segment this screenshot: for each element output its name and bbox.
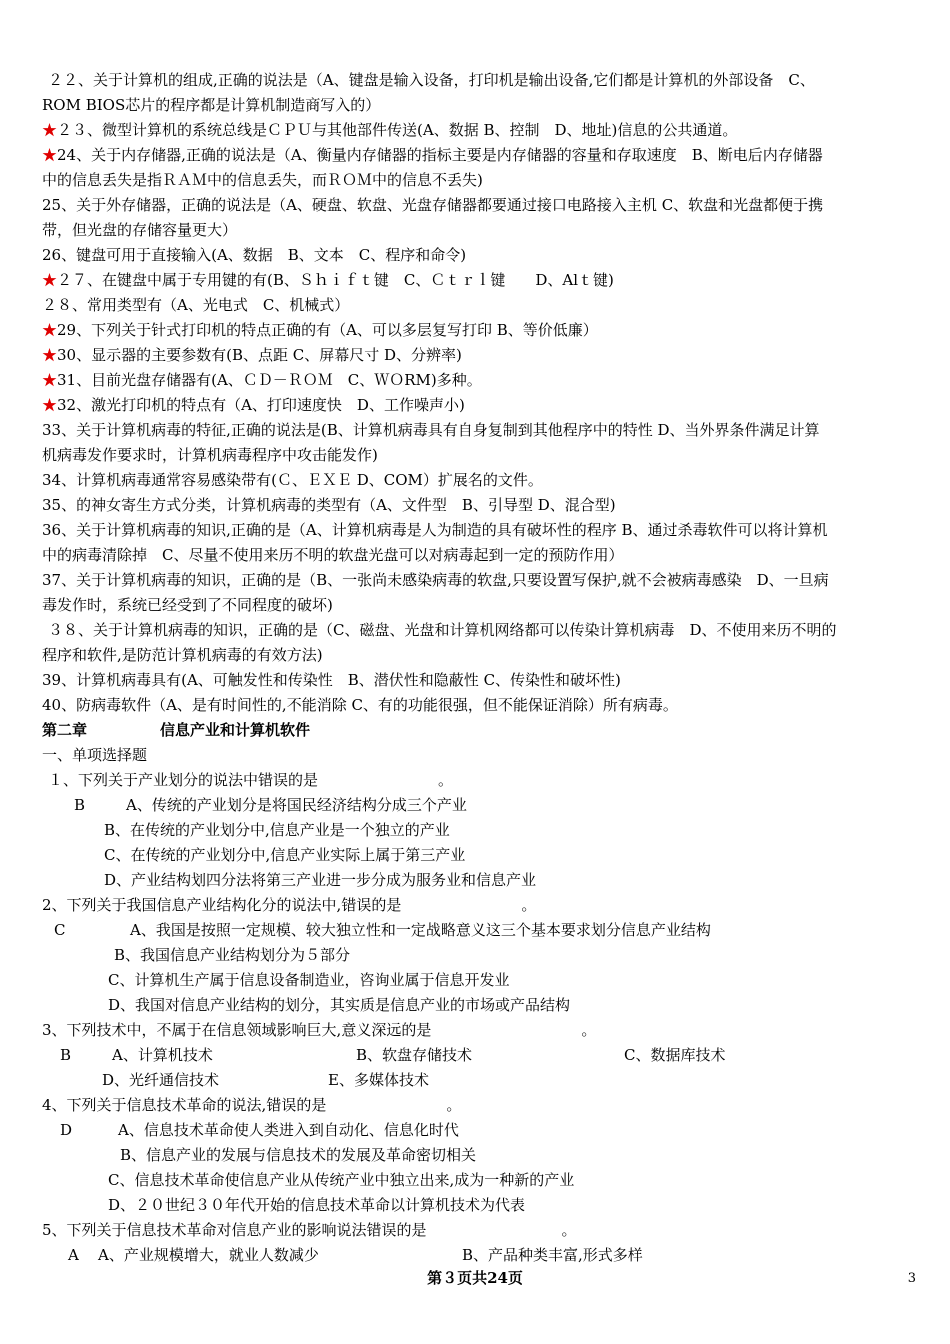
question-option: D A、信息技术革命使人类进入到自动化、信息化时代: [60, 1121, 459, 1139]
text-line: 中的病毒清除掉 C、尽量不使用来历不明的软盘光盘可以对病毒起到一定的预防作用）: [42, 546, 624, 564]
star-icon: ★: [42, 346, 58, 364]
star-icon: ★: [42, 271, 58, 289]
chapter-label: 第二章: [42, 721, 88, 739]
text-line: 33、关于计算机病毒的特征,正确的说法是(B、计算机病毒具有自身复制到其他程序中的特性 D、当外界条件满足计算: [42, 421, 820, 439]
text-line: 37、关于计算机病毒的知识，正确的是（B、一张尚未感染病毒的软盘,只要设置写保护,就不会被病毒感染 D、一旦病: [42, 571, 829, 589]
answer-key: D: [60, 1121, 73, 1139]
text-line: 中的信息丢失是指ＲＡＭ中的信息丢失，而ＲＯＭ中的信息不丢失): [42, 171, 483, 189]
question-option: D、光纤通信技术 E、多媒体技术: [102, 1071, 429, 1089]
text-line: ３８、关于计算机病毒的知识，正确的是（C、磁盘、光盘和计算机网络都可以传染计算机病毒 D、不使用来历不明的: [48, 621, 837, 639]
text-line: 36、关于计算机病毒的知识,正确的是（A、计算机病毒是人为制造的具有破坏性的程序 B、通过杀毒软件可以将计算机: [42, 521, 828, 539]
text-line: 机病毒发作要求时，计算机病毒程序中攻击能发作): [42, 446, 378, 464]
answer-key: C: [54, 921, 66, 939]
question-stem: 4、下列关于信息技术革命的说法,错误的是 。: [42, 1096, 462, 1114]
star-icon: ★: [42, 371, 58, 389]
question-option: D、２０世纪３０年代开始的信息技术革命以计算机技术为代表: [108, 1196, 526, 1214]
text-line: ★29、下列关于针式打印机的特点正确的有（A、可以多层复写打印 B、等价低廉）: [42, 321, 598, 339]
question-option: C、信息技术革命使信息产业从传统产业中独立出来,成为一种新的产业: [108, 1171, 575, 1189]
question-option: C A、我国是按照一定规模、较大独立性和一定战略意义这三个基本要求划分信息产业结构: [54, 921, 711, 939]
text-line: ★30、显示器的主要参数有(B、点距 C、屏幕尺寸 D、分辨率): [42, 346, 462, 364]
star-icon: ★: [42, 146, 58, 164]
text-line: ROM BIOS芯片的程序都是计算机制造商写入的）: [42, 96, 381, 114]
question-option: C、在传统的产业划分中,信息产业实际上属于第三产业: [104, 846, 466, 864]
answer-key: A: [68, 1246, 79, 1264]
star-icon: ★: [42, 321, 58, 339]
text-line: 程序和软件,是防范计算机病毒的有效方法): [42, 646, 323, 664]
answer-key: B: [74, 796, 86, 814]
page-number: 3: [907, 1271, 916, 1286]
text-line: ★24、关于内存储器,正确的说法是（A、衡量内存储器的指标主要是内存储器的容量和存取速度 B、断电后内存储器: [42, 146, 823, 164]
text-line: ２２、关于计算机的组成,正确的说法是（A、键盘是输入设备，打印机是输出设备,它们都是计算机的外部设备 C、: [48, 71, 815, 89]
text-line: ★２７、在键盘中属于专用键的有(B、Ｓｈｉｆｔ键 C、Ｃｔｒｌ键 D、Alｔ键): [42, 271, 614, 289]
question-option: B A、传统的产业划分是将国民经济结构分成三个产业: [74, 796, 467, 814]
text-line: ２８、常用类型有（A、光电式 C、机械式）: [42, 296, 350, 314]
question-option: B A、计算机技术 B、软盘存储技术 C、数据库技术: [60, 1046, 726, 1064]
text-line: 26、键盘可用于直接输入(A、数据 B、文本 C、程序和命令): [42, 246, 467, 264]
answer-key: B: [60, 1046, 72, 1064]
question-option: C、计算机生产属于信息设备制造业，咨询业属于信息开发业: [108, 971, 510, 989]
text-line: 毒发作时，系统已经受到了不同程度的破坏): [42, 596, 333, 614]
question-stem: 5、下列关于信息技术革命对信息产业的影响说法错误的是 。: [42, 1221, 577, 1239]
text-line: 25、关于外存储器，正确的说法是（A、硬盘、软盘、光盘存储器都要通过接口电路接入主机 C、软盘和光盘都便于携: [42, 196, 824, 214]
star-icon: ★: [42, 121, 58, 139]
question-option: D、产业结构划四分法将第三产业进一步分成为服务业和信息产业: [104, 871, 537, 889]
text-line: 39、计算机病毒具有(A、可触发性和传染性 B、潜伏性和隐蔽性 C、传染性和破坏性): [42, 671, 621, 689]
text-line: ★31、目前光盘存储器有(A、ＣＤ－ＲＯＭ C、ＷＯRM)多种。: [42, 371, 482, 389]
question-option: D、我国对信息产业结构的划分，其实质是信息产业的市场或产品结构: [108, 996, 571, 1014]
text-line: 带，但光盘的存储容量更大）: [42, 221, 238, 239]
section-heading: 一、单项选择题: [42, 746, 148, 764]
text-line: ★２３、微型计算机的系统总线是ＣＰＵ与其他部件传送(A、数据 B、控制 D、地址)信息的公共通道。: [42, 121, 738, 139]
page-footer: 第３页共24页: [427, 1269, 523, 1287]
question-option: B、我国信息产业结构划分为５部分: [114, 946, 351, 964]
question-stem: 2、下列关于我国信息产业结构化分的说法中,错误的是 。: [42, 896, 537, 914]
text-line: ★32、激光打印机的特点有（A、打印速度快 D、工作噪声小): [42, 396, 465, 414]
text-line: 34、计算机病毒通常容易感染带有(Ｃ、ＥＸＥ D、COM）扩展名的文件。: [42, 471, 543, 489]
chapter-heading: [42, 720, 928, 740]
text-line: 35、的神女寄生方式分类，计算机病毒的类型有（A、文件型 B、引导型 D、混合型): [42, 496, 616, 514]
question-option: A A、产业规模增大，就业人数减少 B、产品种类丰富,形式多样: [68, 1246, 643, 1264]
star-icon: ★: [42, 396, 58, 414]
chapter-title: 信息产业和计算机软件: [160, 721, 311, 739]
text-line: 40、防病毒软件（A、是有时间性的,不能消除 C、有的功能很强，但不能保证消除）所有病毒。: [42, 696, 678, 714]
question-stem: １、下列关于产业划分的说法中错误的是 。: [48, 771, 454, 789]
question-option: B、在传统的产业划分中,信息产业是一个独立的产业: [104, 821, 450, 839]
question-stem: 3、下列技术中，不属于在信息领域影响巨大,意义深远的是 。: [42, 1021, 597, 1039]
question-option: B、信息产业的发展与信息技术的发展及革命密切相关: [120, 1146, 477, 1164]
